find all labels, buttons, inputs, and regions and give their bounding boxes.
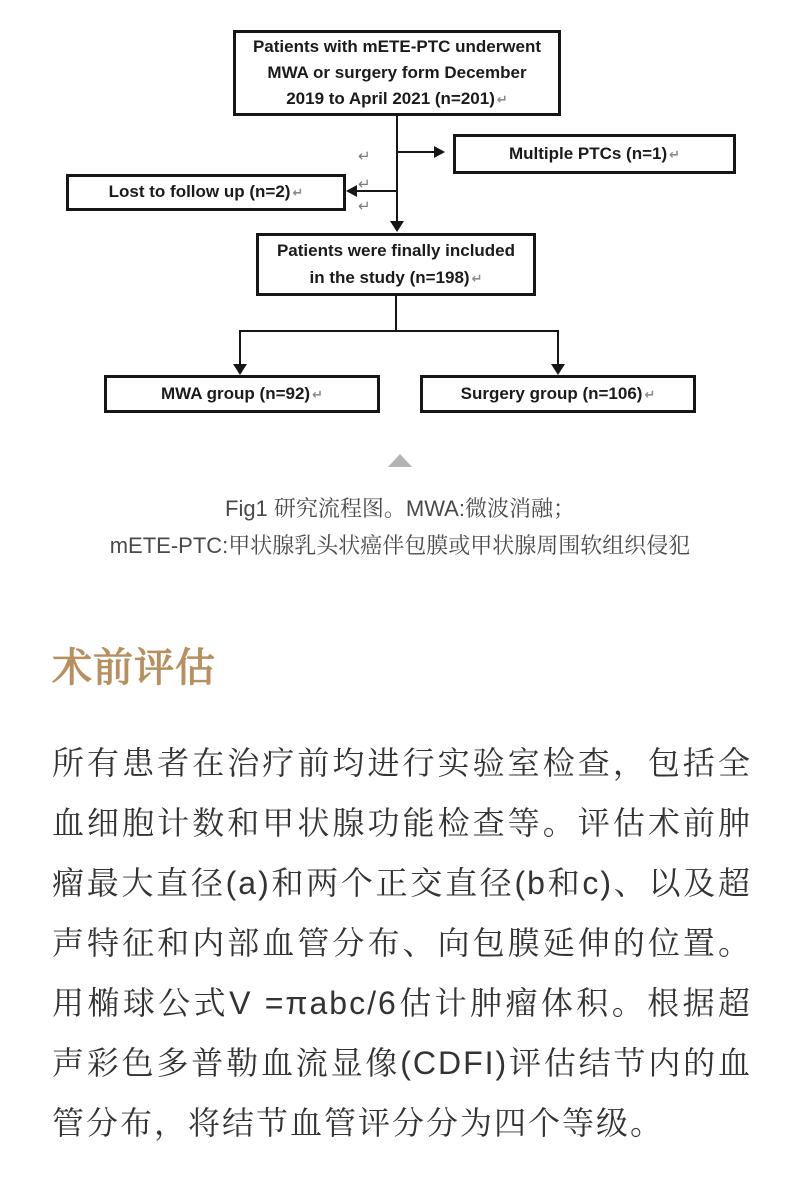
enter-mark-icon: ↵ bbox=[292, 185, 304, 200]
flow-box-multiple-ptcs-line bbox=[509, 141, 680, 168]
enter-mark-icon: ↵ bbox=[358, 148, 371, 165]
figure-caption bbox=[0, 490, 800, 564]
arrowhead-down-icon bbox=[390, 221, 404, 232]
flow-box-included-line1: Patients were finally included bbox=[276, 241, 516, 260]
enter-mark-icon: ↵ bbox=[471, 271, 483, 286]
flow-box-enrollment-line3 bbox=[286, 86, 508, 113]
flow-box-mwa-group-text: MWA group (n=92) bbox=[161, 383, 311, 403]
arrowhead-down-icon bbox=[233, 364, 247, 375]
connector-split-left bbox=[239, 330, 241, 365]
flow-box-multiple-ptcs bbox=[453, 134, 736, 174]
flow-box-surgery-group-text: Surgery group (n=106) bbox=[460, 383, 643, 403]
flow-box-included-line2-text: in the study (n=198) bbox=[309, 268, 470, 287]
section-heading: 术前评估 bbox=[52, 645, 216, 690]
flow-box-enrollment-line2: MWA or surgery form December bbox=[267, 62, 527, 82]
flow-box-mwa-group bbox=[104, 375, 380, 413]
figure-caption-line2: mETE-PTC:甲状腺乳头状癌伴包膜或甲状腺周围软组织侵犯 bbox=[109, 533, 691, 558]
flow-box-lost-followup-line bbox=[109, 179, 304, 206]
flow-box-multiple-ptcs-text: Multiple PTCs (n=1) bbox=[508, 143, 668, 163]
flow-box-enrollment-line1: Patients with mETE-PTC underwent bbox=[252, 36, 542, 56]
arrowhead-right-icon bbox=[434, 146, 445, 158]
arrowhead-down-icon bbox=[551, 364, 565, 375]
flow-box-surgery-group-line bbox=[461, 381, 656, 408]
flow-box-lost-followup bbox=[66, 174, 346, 211]
enter-mark-icon: ↵ bbox=[669, 146, 681, 162]
study-flow-diagram bbox=[0, 0, 800, 440]
enter-mark-icon: ↵ bbox=[358, 176, 371, 193]
triangle-up-icon bbox=[388, 454, 412, 467]
flow-box-included bbox=[256, 233, 536, 296]
flow-box-mwa-group-line bbox=[161, 381, 323, 408]
body-paragraph: 所有患者在治疗前均进行实验室检查，包括全血细胞计数和甲状腺功能检查等。评估术前肿瘤最大直径(a)和两个正交直径(b和c)、以及超声特征和内部血管分布、向包膜延伸的位置。用椭球公式V =πabc/6估计肿瘤体积。根据超声彩色多普勒血流显像(CDFI)评估结节内的血管分布，将结节血管评分分为四个等级。 bbox=[52, 745, 752, 1141]
flow-box-enrollment bbox=[233, 30, 561, 116]
connector-trunk-bottom bbox=[395, 296, 397, 332]
flow-box-included-line2 bbox=[309, 264, 482, 292]
flow-box-enrollment-line3-text: 2019 to April 2021 (n=201) bbox=[286, 88, 495, 108]
flow-box-surgery-group bbox=[420, 375, 696, 413]
flow-box-lost-followup-text: Lost to follow up (n=2) bbox=[108, 182, 291, 201]
enter-mark-icon: ↵ bbox=[644, 386, 656, 402]
enter-mark-icon: ↵ bbox=[496, 91, 508, 107]
connector-split-horizontal bbox=[239, 330, 559, 332]
figure-caption-line1: Fig1 研究流程图。MWA:微波消融； bbox=[225, 496, 575, 521]
connector-split-right bbox=[557, 330, 559, 365]
connector-trunk-top bbox=[396, 116, 398, 221]
enter-mark-icon: ↵ bbox=[358, 198, 371, 215]
enter-mark-icon: ↵ bbox=[312, 386, 323, 402]
arrowhead-left-icon bbox=[346, 185, 357, 197]
connector-branch-right bbox=[397, 151, 435, 153]
